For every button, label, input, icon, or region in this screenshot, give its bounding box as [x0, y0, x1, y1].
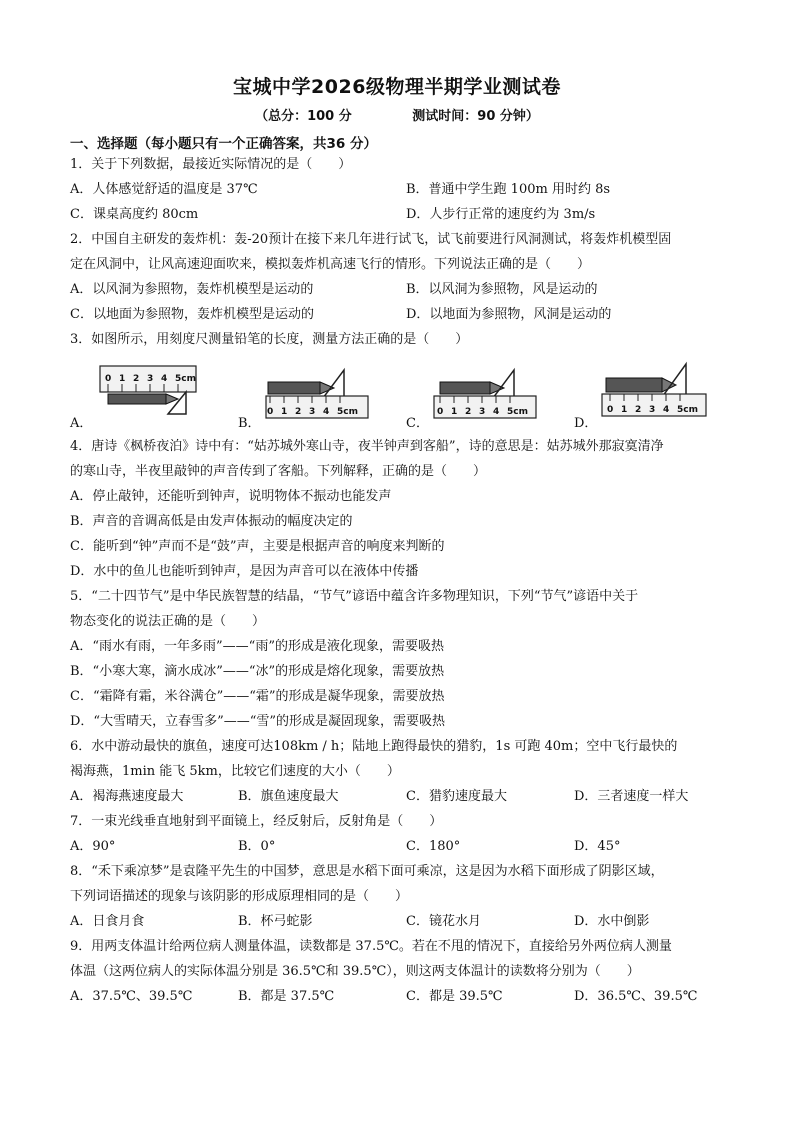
- exam-time: 测试时间：90 分钟）: [412, 109, 539, 124]
- q9-option-c: C．都是 39.5℃: [406, 989, 503, 1004]
- q9-stem-line1: 9．用两支体温计给两位病人测量体温，读数都是 37.5℃。若在不甩的情况下，直接给另外两位病人测量: [70, 939, 672, 954]
- q3-figure-d: [600, 356, 714, 422]
- q3-figure-a: [96, 362, 206, 422]
- q7-option-c: C．180°: [406, 839, 461, 854]
- ruler-tick: 3: [147, 374, 154, 384]
- ruler-tick: 3: [649, 405, 656, 415]
- q7-stem: 7．一束光线垂直地射到平面镜上，经反射后，反射角是（ ）: [70, 814, 443, 829]
- q6-option-b: B．旗鱼速度最大: [238, 789, 339, 804]
- exam-info: [0, 105, 794, 124]
- q6-option-c: C．猎豹速度最大: [406, 789, 507, 804]
- q4-option-a: A．停止敲钟，还能听到钟声，说明物体不振动也能发声: [70, 489, 392, 504]
- ruler-tick: 0: [607, 405, 614, 415]
- q8-option-c: C．镜花水月: [406, 914, 481, 929]
- ruler-tick: 2: [635, 405, 642, 415]
- q4-option-c: C．能听到“钟”声而不是“鼓”声，主要是根据声音的响度来判断的: [70, 539, 445, 554]
- q5-stem-line2: 物态变化的说法正确的是（ ）: [70, 614, 266, 629]
- q5-option-c: C．“霜降有霜，米谷满仓”——“霜”的形成是凝华现象，需要放热: [70, 689, 445, 704]
- q9-option-d: D．36.5℃、39.5℃: [574, 989, 698, 1004]
- ruler-tick: 2: [465, 407, 472, 417]
- q1-option-d: D．人步行正常的速度约为 3m/s: [406, 207, 596, 222]
- ruler-tick: 5cm: [337, 407, 358, 417]
- section-heading: 一、选择题（每小题只有一个正确答案，共36 分）: [70, 136, 377, 152]
- q2-option-d: D．以地面为参照物，风洞是运动的: [406, 307, 612, 322]
- q4-stem-line1: 4．唐诗《枫桥夜泊》诗中有：“姑苏城外寒山寺，夜半钟声到客船”，诗的意思是：姑苏城外那寂寞清净: [70, 439, 664, 454]
- ruler-tick: 3: [309, 407, 316, 417]
- ruler-tick: 1: [281, 407, 288, 417]
- ruler-tick: 4: [493, 407, 500, 417]
- q6-option-a: A．褐海燕速度最大: [70, 789, 184, 804]
- q5-option-a: A．“雨水有雨，一年多雨”——“雨”的形成是液化现象，需要吸热: [70, 639, 444, 654]
- ruler-tick: 4: [663, 405, 670, 415]
- q9-stem-line2: 体温（这两位病人的实际体温分别是 36.5℃和 39.5℃），则这两支体温计的读数将分别为（ ）: [70, 964, 640, 979]
- q8-option-b: B．杯弓蛇影: [238, 914, 313, 929]
- q1-option-c: C．课桌高度约 80cm: [70, 207, 199, 222]
- q5-option-d: D．“大雪晴天，立春雪多”——“雪”的形成是凝固现象，需要吸热: [70, 714, 446, 729]
- q6-stem-line1: 6．水中游动最快的旗鱼，速度可达108km / h；陆地上跑得最快的猎豹，1s 可跑 40m；空中飞行最快的: [70, 739, 678, 754]
- ruler-tick: 1: [119, 374, 126, 384]
- q4-stem-line2: 的寒山寺，半夜里敲钟的声音传到了客船。下列解释，正确的是（ ）: [70, 464, 487, 479]
- q5-stem-line1: 5．“二十四节气”是中华民族智慧的结晶，“节气”谚语中蕴含许多物理知识，下列“节气”谚语中关于: [70, 589, 639, 604]
- ruler-tick: 5cm: [507, 407, 528, 417]
- ruler-tick: 3: [479, 407, 486, 417]
- q1-option-b: B．普通中学生跑 100m 用时约 8s: [406, 182, 611, 197]
- q2-option-a: A．以风洞为参照物，轰炸机模型是运动的: [70, 282, 314, 297]
- q8-stem-line2: 下列词语描述的现象与该阴影的形成原理相同的是（ ）: [70, 889, 409, 904]
- q3-option-b: B．: [238, 416, 261, 431]
- q6-stem-line2: 褐海燕，1min 能飞 5km，比较它们速度的大小（ ）: [70, 764, 400, 779]
- q9-option-b: B．都是 37.5℃: [238, 989, 335, 1004]
- ruler-tick: 2: [295, 407, 302, 417]
- q7-option-d: D．45°: [574, 839, 621, 854]
- q1-option-a: A．人体感觉舒适的温度是 37℃: [70, 182, 258, 197]
- q6-option-d: D．三者速度一样大: [574, 789, 689, 804]
- q3-figure-c: [432, 360, 542, 422]
- q2-option-c: C．以地面为参照物，轰炸机模型是运动的: [70, 307, 314, 322]
- q2-option-b: B．以风洞为参照物，风是运动的: [406, 282, 598, 297]
- page-title: 宝城中学2026级物理半期学业测试卷: [233, 76, 561, 98]
- q3-stem: 3．如图所示，用刻度尺测量铅笔的长度，测量方法正确的是（ ）: [70, 332, 469, 347]
- q2-stem-line1: 2．中国自主研发的轰炸机：轰-20预计在接下来几年进行试飞，试飞前要进行风洞测试，将轰炸机模型固: [70, 232, 672, 247]
- q4-option-b: B．声音的音调高低是由发声体振动的幅度决定的: [70, 514, 353, 529]
- ruler-tick: 4: [323, 407, 330, 417]
- ruler-tick: 5cm: [175, 374, 196, 384]
- ruler-tick: 5cm: [677, 405, 698, 415]
- ruler-tick: 0: [437, 407, 444, 417]
- q7-option-b: B．0°: [238, 839, 276, 854]
- ruler-tick: 4: [161, 374, 168, 384]
- ruler-tick: 1: [451, 407, 458, 417]
- ruler-tick: 0: [105, 374, 112, 384]
- q4-option-d: D．水中的鱼儿也能听到钟声，是因为声音可以在液体中传播: [70, 564, 419, 579]
- ruler-tick: 0: [267, 407, 274, 417]
- q8-option-d: D．水中倒影: [574, 914, 650, 929]
- q8-option-a: A．日食月食: [70, 914, 145, 929]
- q5-option-b: B．“小寒大寒，滴水成冰”——“冰”的形成是熔化现象，需要放热: [70, 664, 445, 679]
- total-score: （总分：100 分: [255, 109, 352, 124]
- ruler-tick: 1: [621, 405, 628, 415]
- q9-option-a: A．37.5℃、39.5℃: [70, 989, 193, 1004]
- q8-stem-line1: 8．“禾下乘凉梦”是袁隆平先生的中国梦，意思是水稻下面可乘凉，这是因为水稻下面形成了阴影区域，: [70, 864, 664, 879]
- q3-option-a: A．: [70, 416, 93, 431]
- q2-stem-line2: 定在风洞中，让风高速迎面吹来，模拟轰炸机高速飞行的情形。下列说法正确的是（ ）: [70, 257, 591, 272]
- q1-stem: 1．关于下列数据，最接近实际情况的是（ ）: [70, 157, 352, 172]
- q3-option-d: D．: [574, 416, 598, 431]
- q3-option-c: C．: [406, 416, 429, 431]
- q3-figure-b: [264, 360, 374, 422]
- q7-option-a: A．90°: [70, 839, 116, 854]
- ruler-tick: 2: [133, 374, 140, 384]
